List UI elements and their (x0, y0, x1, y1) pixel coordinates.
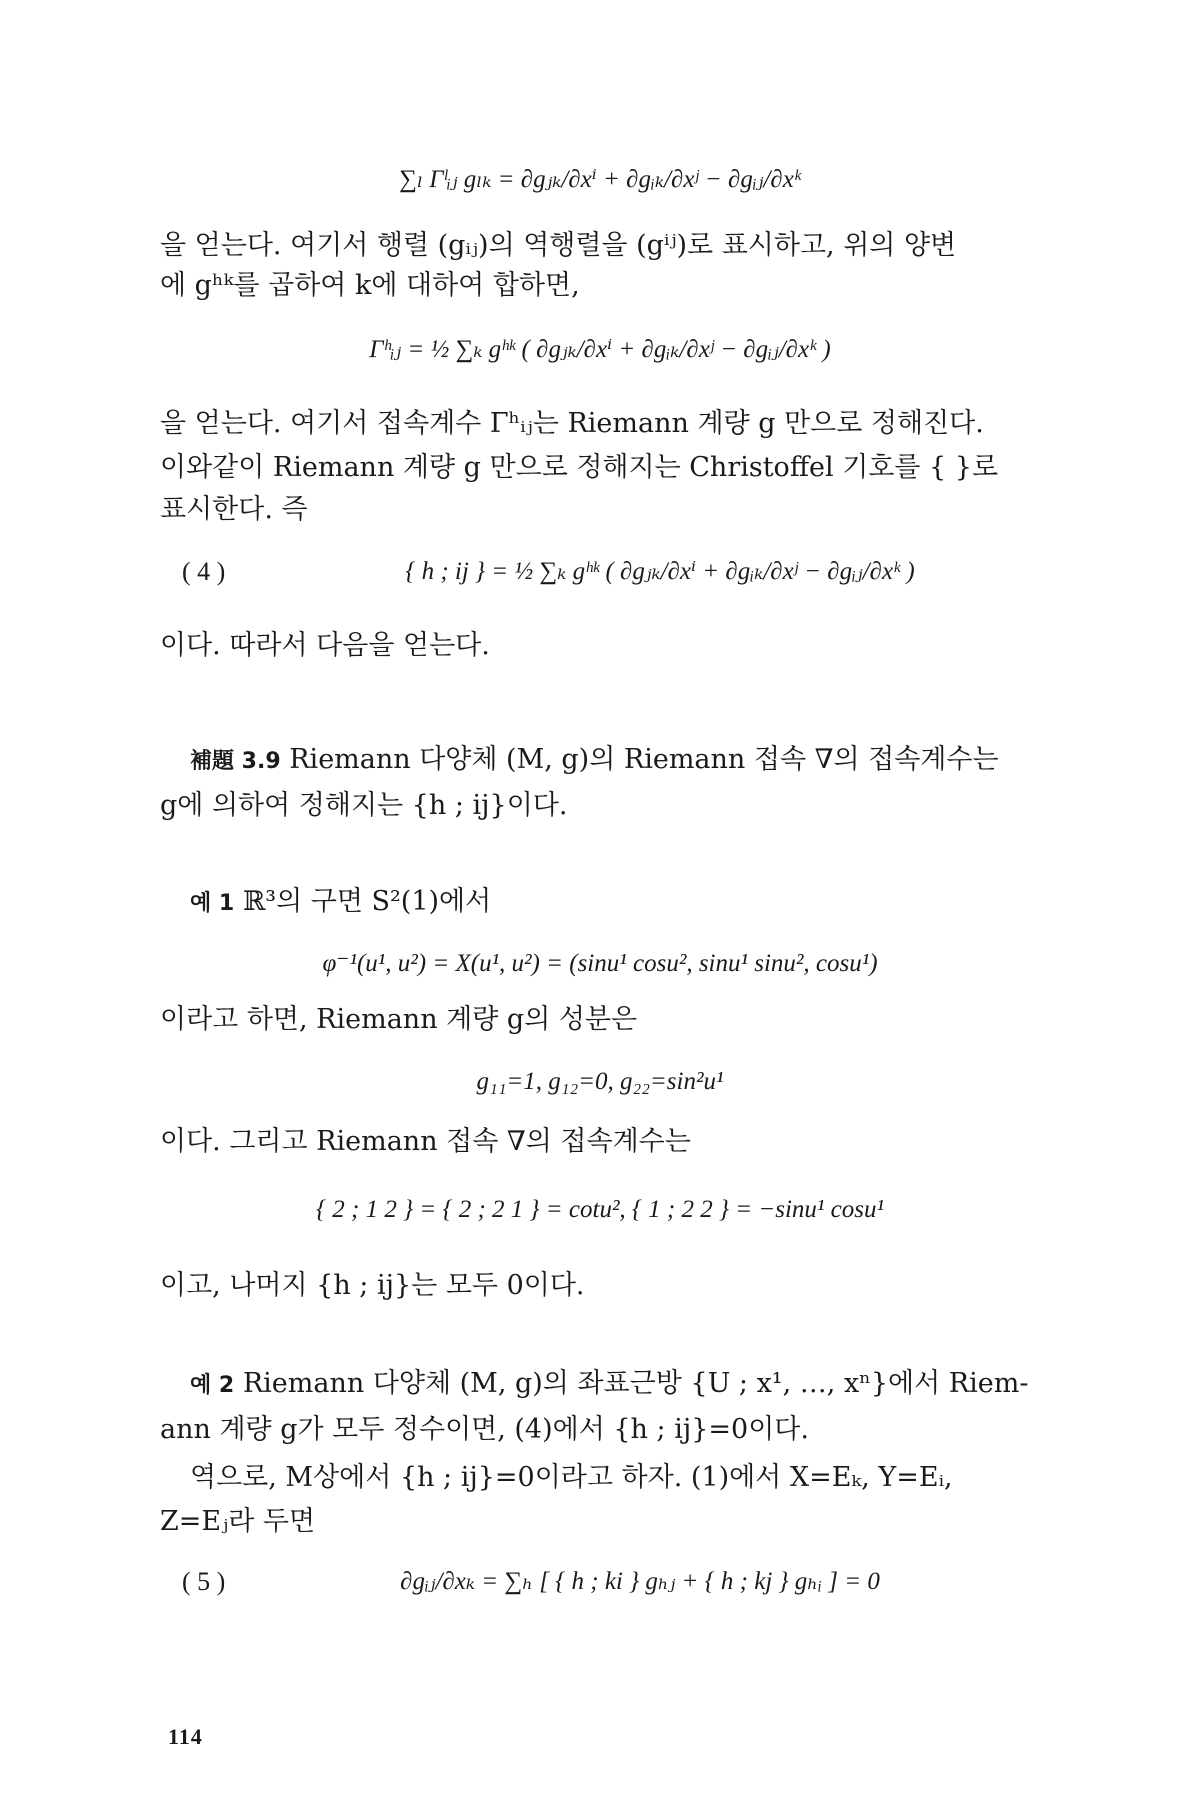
equation-sum-gamma: ∑ₗ Γˡᵢⱼ gₗₖ = ∂gⱼₖ/∂xⁱ + ∂gᵢₖ/∂xʲ − ∂gᵢⱼ/∂xᵏ (399, 166, 801, 193)
paragraph-2-line-1: 을 얻는다. 여기서 접속계수 Γʰᵢⱼ는 Riemann 계량 g 만으로 정해진다. (160, 408, 984, 439)
equation-metric: g₁₁=1, g₁₂=0, g₂₂=sin²u¹ (476, 1068, 724, 1095)
paragraph-1-line-2: 에 gʰᵏ를 곱하여 k에 대하여 합하면, (160, 270, 580, 301)
example-1-line-1 (190, 882, 1090, 924)
example-2-line-3: 역으로, M상에서 {h ; ij}=0이라고 하자. (1)에서 X=Eₖ, Y=Eᵢ, (190, 1462, 953, 1493)
equation-map: φ⁻¹(u¹, u²) = X(u¹, u²) = (sinu¹ cosu², sinu¹ sinu², cosu¹) (322, 950, 878, 977)
paragraph-2-line-3: 표시한다. 즉 (160, 494, 308, 525)
equation-christoffel: { 2 ; 1 2 } = { 2 ; 2 1 } = cotu², { 1 ; 2 2 } = −sinu¹ cosu¹ (316, 1196, 884, 1223)
equation-4: { h ; ij } = ½ ∑ₖ gʰᵏ ( ∂gⱼₖ/∂xⁱ + ∂gᵢₖ/∂xʲ − ∂gᵢⱼ/∂xᵏ ) (405, 558, 915, 585)
example-2-line-1 (190, 1364, 1090, 1406)
example-1-line-3: 이다. 그리고 Riemann 접속 ∇의 접속계수는 (160, 1126, 691, 1157)
paragraph-2-line-2: 이와같이 Riemann 계량 g 만으로 정해지는 Christoffel 기호를 { }로 (160, 452, 999, 483)
paragraph-1-line-1: 을 얻는다. 여기서 행렬 (gᵢⱼ)의 역행렬을 (gⁱʲ)로 표시하고, 위의 양변 (160, 230, 957, 261)
equation-gamma: Γʰᵢⱼ = ½ ∑ₖ gʰᵏ ( ∂gⱼₖ/∂xⁱ + ∂gᵢₖ/∂xʲ − ∂gᵢⱼ/∂xᵏ ) (369, 336, 831, 363)
example-2-line-2: ann 계량 g가 모두 정수이면, (4)에서 {h ; ij}=0이다. (160, 1414, 809, 1445)
lemma-line-2: g에 의하여 정해지는 {h ; ij}이다. (160, 790, 568, 821)
example-2-text: Riemann 다양체 (M, g)의 좌표근방 {U ; x¹, …, xⁿ}에서 Riem- (234, 1368, 1029, 1399)
paragraph-3-line-1: 이다. 따라서 다음을 얻는다. (160, 630, 490, 661)
page-number: 114 (168, 1724, 203, 1749)
lemma-line-1 (190, 740, 1090, 782)
lemma-text: Riemann 다양체 (M, g)의 Riemann 접속 ∇의 접속계수는 (280, 744, 999, 775)
example-1-label: 예 1 (190, 891, 235, 916)
equation-4-number: ( 4 ) (182, 557, 226, 586)
example-1-line-4: 이고, 나머지 {h ; ij}는 모두 0이다. (160, 1270, 585, 1301)
equation-5-number: ( 5 ) (182, 1567, 226, 1596)
lemma-label: 補題 3.9 (190, 749, 281, 774)
example-1-text: ℝ³의 구면 S²(1)에서 (234, 886, 492, 917)
equation-5: ∂gᵢⱼ/∂xₖ = ∑ₕ [ { h ; ki } gₕⱼ + { h ; kj } gₕᵢ ] = 0 (400, 1568, 880, 1595)
example-2-line-4: Z=Eⱼ라 두면 (160, 1506, 316, 1537)
example-1-line-2: 이라고 하면, Riemann 계량 g의 성분은 (160, 1004, 638, 1035)
example-2-label: 예 2 (190, 1373, 235, 1398)
